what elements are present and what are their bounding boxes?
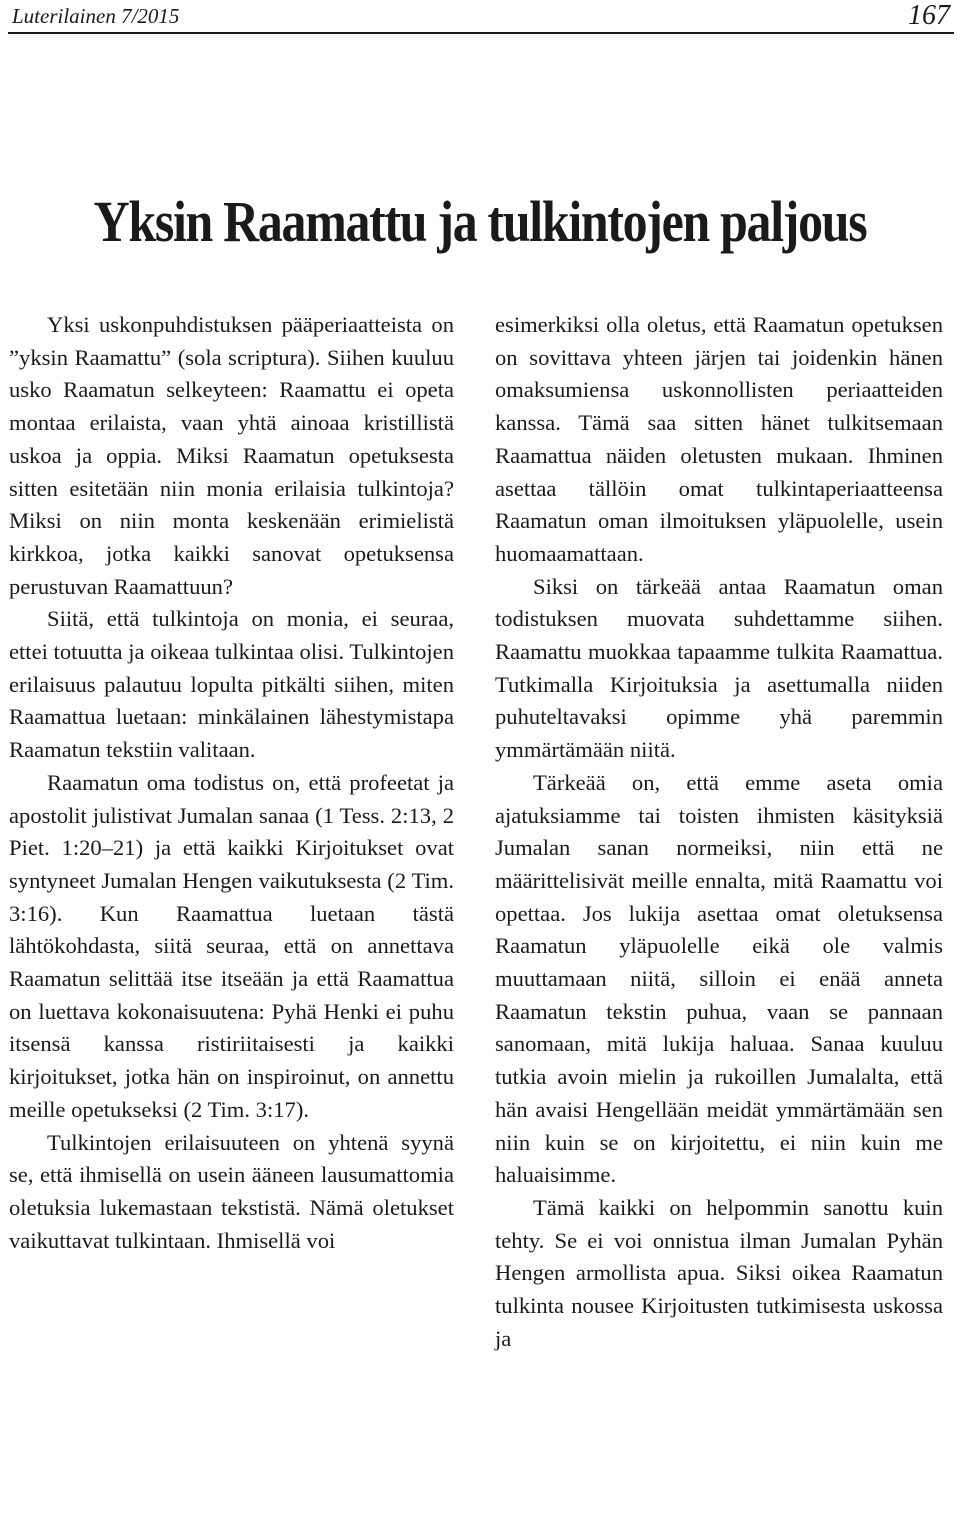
paragraph: Siitä, että tulkintoja on monia, ei seuraa, ettei totuutta ja oikeaa tulkintaa olisi. Tulkintojen erilaisuus palautuu lopulta pitkälti siihen, miten Raamattua luetaan: minkälainen lähestymistapa Raamatun tekstiin valitaan. (9, 606, 454, 763)
right-column (495, 309, 943, 1356)
page-header (8, 0, 954, 30)
paragraph: Siksi on tärkeää antaa Raamatun oman todistuksen muovata suhdettamme siihen. Raamattu muokkaa tapaamme tulkita Raamattua. Tutkimalla Kirjoituksia ja asettumalla niiden puhuteltavaksi opimme yhä paremmin ymmärtämään niitä. (495, 573, 943, 763)
paragraph: Tämä kaikki on helpommin sanottu kuin tehty. Se ei voi onnistua ilman Jumalan Pyhän Hengen armollista apua. Siksi oikea Raamatun tulkinta nousee Kirjoitusten tutkimisesta uskossa ja (495, 1194, 943, 1351)
paragraph: Raamatun oma todistus on, että profeetat ja apostolit julistivat Jumalan sanaa (1 Tess. 2:13, 2 Piet. 1:20–21) ja että kaikki Kirjoitukset ovat syntyneet Jumalan Hengen vaikutuksesta (2 Tim. 3:16). Kun Raamattua luetaan tästä lähtökohdasta, siitä seuraa, että on annettava Raamatun selittää itse itseään ja että Raamattua on luettava kokonaisuutena: Pyhä Henki ei puhu itsensä kanssa ristiriitaisesti ja kaikki kirjoitukset, jotka hän on inspiroinut, on annettu meille opetukseksi (2 Tim. 3:17). (9, 769, 454, 1122)
article-title: Yksin Raamattu ja tulkintojen paljous (93, 189, 867, 254)
paragraph: Tärkeää on, että emme aseta omia ajatuksiamme tai toisten ihmisten käsityksiä Jumalan sanan normeiksi, niin että ne määrittelisivät meille ennalta, mitä Raamattu voi opettaa. Jos lukija asettaa omat oletuksensa Raamatun yläpuolelle eikä ole valmis muuttamaan niitä, silloin ei enää anneta Raamatun tekstin puhua, vaan se pannaan sanomaan, mitä lukija haluaa. Sanaa kuuluu tutkia avoin mielin ja rukoillen Jumalalta, että hän avaisi Hengellään meidät ymmärtämään sen niin kuin se on kirjoitettu, ei niin kuin me haluaisimme. (495, 769, 943, 1188)
header-divider (8, 32, 954, 34)
paragraph: Tulkintojen erilaisuuteen on yhtenä syynä se, että ihmisellä on usein ääneen lausumattomia oletuksia lukemastaan tekstistä. Nämä oletukset vaikuttavat tulkintaan. Ihmisellä voi (9, 1129, 454, 1253)
publication-name: Luterilainen 7/2015 (12, 4, 180, 28)
paragraph: Yksi uskonpuhdistuksen pääperiaatteista on ”yksin Raamattu” (sola scriptura). Siihen kuuluu usko Raamatun selkeyteen: Raamattu ei opeta montaa erilaista, vaan yhtä ainoaa kristillistä uskoa ja oppia. Miksi Raamatun opetuksesta sitten esitetään niin monia erilaisia tulkintoja? Miksi on niin monta keskenään erimielistä kirkkoa, jotka kaikki sanovat opetuksensa perustuvan Raamattuun? (9, 312, 454, 599)
paragraph: esimerkiksi olla oletus, että Raamatun opetuksen on sovittava yhteen järjen tai joidenkin hänen omaksumiensa uskonnollisten periaatteiden kanssa. Tämä saa sitten hänet tulkitsemaan Raamattua näiden oletusten mukaan. Ihminen asettaa tällöin omat tulkintaperiaatteensa Raamatun oman ilmoituksen yläpuolelle, usein huomaamattaan. (495, 312, 943, 566)
left-column (9, 309, 454, 1257)
page-number: 167 (908, 0, 950, 31)
